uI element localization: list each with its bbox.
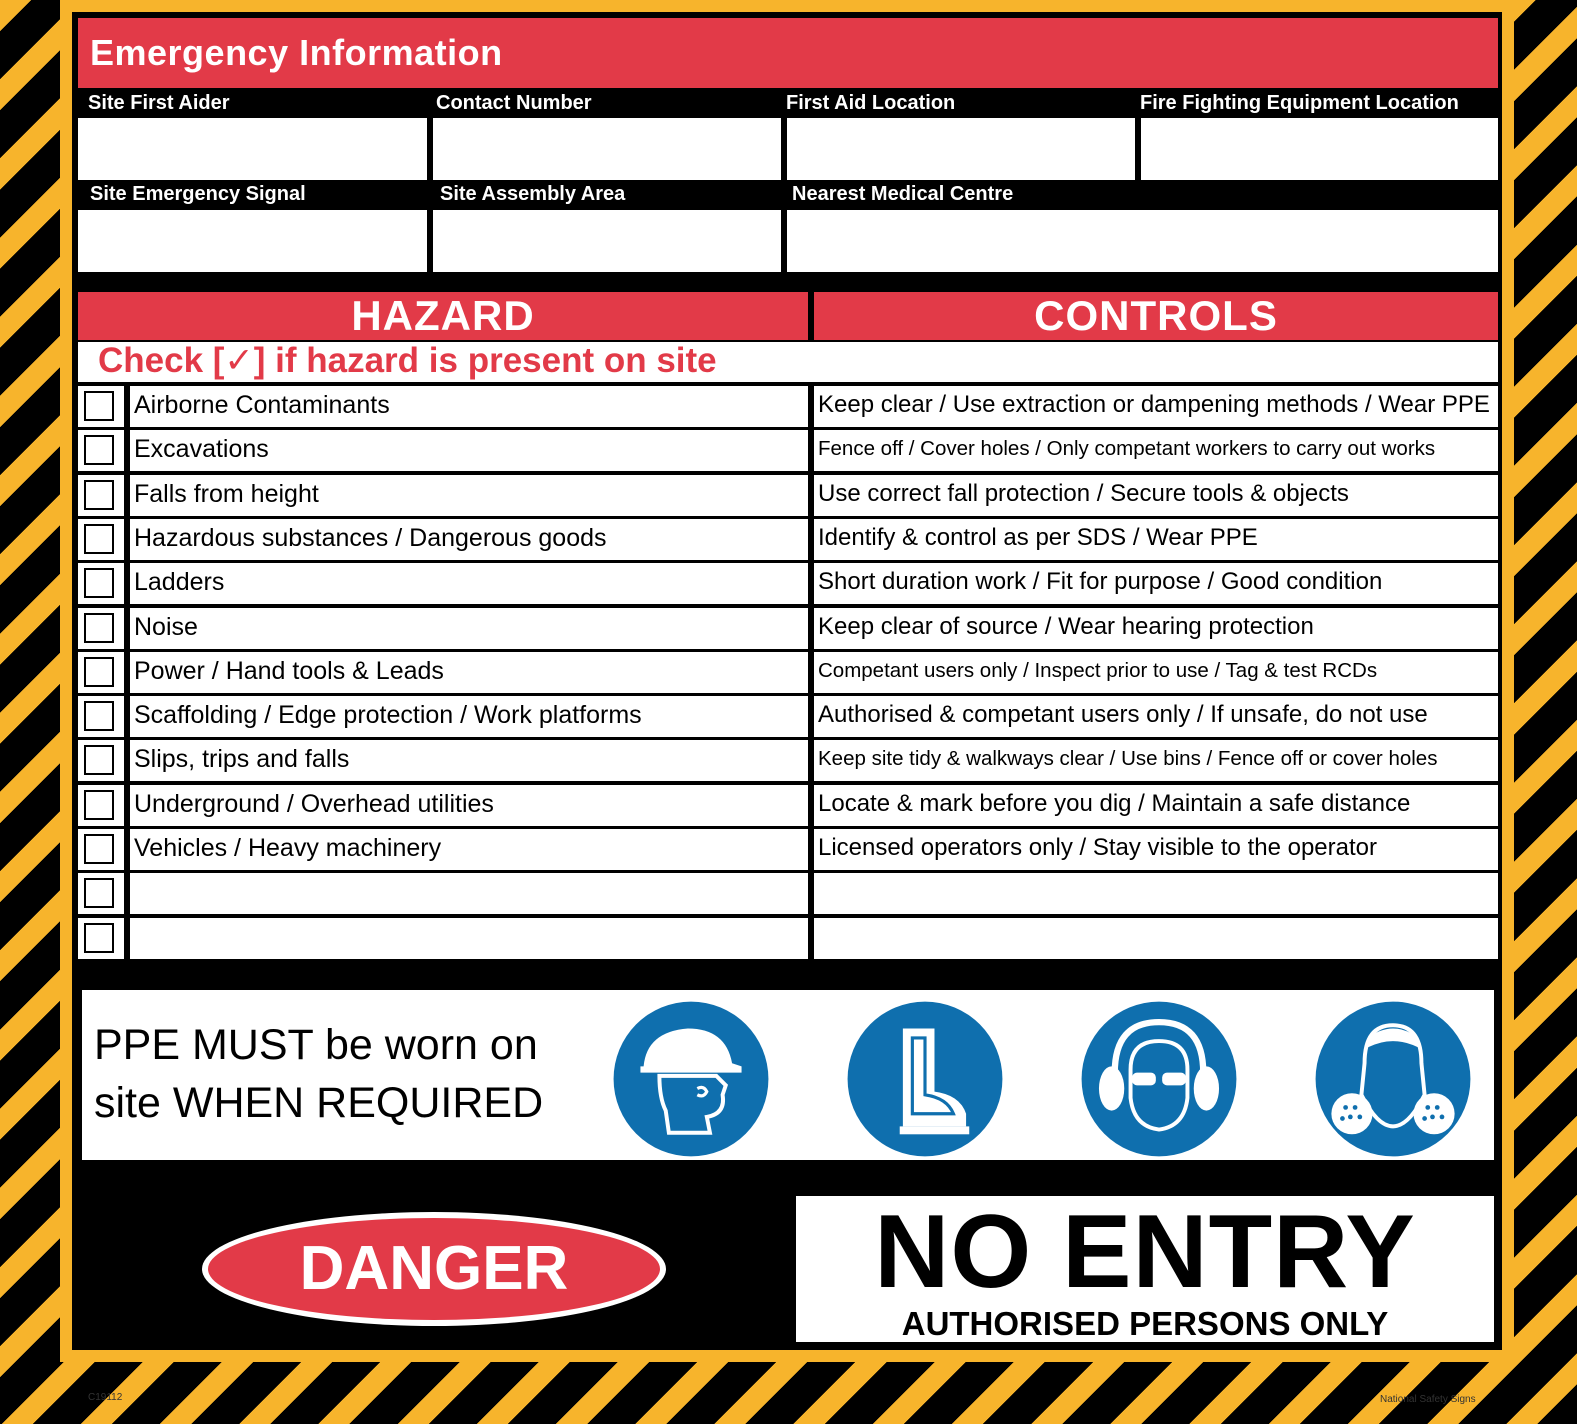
brand-name: National Safety Signs: [1380, 1394, 1476, 1405]
ppe-notice-line2: site WHEN REQUIRED: [94, 1079, 544, 1127]
hazard-cell: Scaffolding / Edge protection / Work platforms: [130, 696, 808, 737]
no-entry-panel: [796, 1196, 1494, 1342]
hazard-cell: Slips, trips and falls: [130, 740, 808, 781]
checkbox-cell: [78, 652, 124, 693]
check-instruction: Check [✓] if hazard is present on site: [78, 342, 1498, 382]
control-cell: Short duration work / Fit for purpose / Good condition: [814, 563, 1498, 604]
hazard-checkbox[interactable]: [84, 745, 114, 775]
control-cell: Competant users only / Inspect prior to use / Tag & test RCDs: [814, 652, 1498, 693]
control-cell: Keep clear of source / Wear hearing protection: [814, 608, 1498, 649]
hazard-cell: [130, 918, 808, 959]
site-first-aider-label: Site First Aider: [88, 92, 230, 114]
ppe-notice: [94, 1016, 614, 1132]
control-cell: Use correct fall protection / Secure tools & objects: [814, 475, 1498, 516]
checkbox-cell: [78, 386, 124, 427]
hazard-checkbox[interactable]: [84, 923, 114, 953]
hazard-cell: Ladders: [130, 563, 808, 604]
table-row: [78, 608, 1498, 649]
site-assembly-area-label: Site Assembly Area: [440, 183, 626, 205]
hazard-checkbox[interactable]: [84, 613, 114, 643]
danger-sign: [200, 1210, 668, 1328]
hazard-checkbox[interactable]: [84, 790, 114, 820]
control-cell: Licensed operators only / Stay visible to the operator: [814, 829, 1498, 870]
nearest-medical-centre-label: Nearest Medical Centre: [792, 183, 1014, 205]
hazard-cell: Excavations: [130, 430, 808, 471]
ppe-panel: [82, 990, 1494, 1160]
hazard-cell: Falls from height: [130, 475, 808, 516]
checkbox-cell: [78, 918, 124, 959]
hazard-checkbox[interactable]: [84, 701, 114, 731]
checkbox-cell: [78, 696, 124, 737]
hazard-checkbox[interactable]: [84, 480, 114, 510]
control-cell: Keep site tidy & walkways clear / Use bins / Fence off or cover holes: [814, 740, 1498, 781]
hazard-checkbox[interactable]: [84, 435, 114, 465]
checkbox-cell: [78, 785, 124, 826]
site-assembly-area-field[interactable]: [433, 210, 781, 272]
checkbox-cell: [78, 608, 124, 649]
hazard-cell: Hazardous substances / Dangerous goods: [130, 519, 808, 560]
emergency-title: Emergency Information: [78, 18, 1498, 88]
safety-boot-icon: [846, 1000, 1004, 1158]
control-cell: Identify & control as per SDS / Wear PPE: [814, 519, 1498, 560]
control-cell: Authorised & competant users only / If unsafe, do not use: [814, 696, 1498, 737]
site-emergency-signal-label: Site Emergency Signal: [90, 183, 306, 205]
hazard-cell: Power / Hand tools & Leads: [130, 652, 808, 693]
hazard-checkbox[interactable]: [84, 568, 114, 598]
control-cell: Locate & mark before you dig / Maintain a safe distance: [814, 785, 1498, 826]
fire-fighting-equipment-location-label: Fire Fighting Equipment Location: [1140, 92, 1459, 114]
product-code: C19112: [88, 1392, 123, 1403]
respirator-icon: [1314, 1000, 1472, 1158]
controls-heading: CONTROLS: [814, 292, 1498, 340]
checkbox-cell: [78, 740, 124, 781]
hazard-checkbox[interactable]: [84, 834, 114, 864]
table-row: [78, 829, 1498, 870]
contact-number-field[interactable]: [433, 118, 781, 180]
hazard-checkbox[interactable]: [84, 391, 114, 421]
no-entry-subtitle: AUTHORISED PERSONS ONLY: [901, 1305, 1389, 1342]
control-cell: Fence off / Cover holes / Only competant workers to carry out works: [814, 430, 1498, 471]
hazard-cell: Noise: [130, 608, 808, 649]
hazard-cell: Vehicles / Heavy machinery: [130, 829, 808, 870]
checkbox-cell: [78, 475, 124, 516]
no-entry-title: NO ENTRY: [874, 1194, 1416, 1310]
hazard-heading: HAZARD: [78, 292, 808, 340]
ear-eye-protection-icon: [1080, 1000, 1238, 1158]
table-row: [78, 652, 1498, 693]
ppe-notice-line1: PPE MUST be worn on: [94, 1021, 538, 1069]
fire-fighting-equipment-location-field[interactable]: [1141, 118, 1498, 180]
hazard-cell: Underground / Overhead utilities: [130, 785, 808, 826]
contact-number-label: Contact Number: [436, 92, 592, 114]
hazard-checkbox[interactable]: [84, 657, 114, 687]
table-row: [78, 785, 1498, 826]
control-cell: [814, 918, 1498, 959]
hazard-checkbox[interactable]: [84, 524, 114, 554]
checkbox-cell: [78, 430, 124, 471]
control-cell: [814, 873, 1498, 914]
hazard-checkbox[interactable]: [84, 878, 114, 908]
hard-hat-icon: [612, 1000, 770, 1158]
checkbox-cell: [78, 519, 124, 560]
table-row: [78, 386, 1498, 427]
checkbox-cell: [78, 873, 124, 914]
table-row: [78, 873, 1498, 914]
checkbox-cell: [78, 563, 124, 604]
hazard-cell: Airborne Contaminants: [130, 386, 808, 427]
first-aid-location-label: First Aid Location: [786, 92, 956, 114]
emergency-information-panel: [78, 18, 1498, 274]
table-row: [78, 563, 1498, 604]
nearest-medical-centre-field[interactable]: [787, 210, 1498, 272]
table-row: [78, 475, 1498, 516]
site-emergency-signal-field[interactable]: [78, 210, 427, 272]
table-row: [78, 430, 1498, 471]
danger-label: DANGER: [299, 1234, 569, 1303]
site-first-aider-field[interactable]: [78, 118, 427, 180]
table-row: [78, 696, 1498, 737]
table-row: [78, 918, 1498, 959]
first-aid-location-field[interactable]: [787, 118, 1135, 180]
table-row: [78, 740, 1498, 781]
table-row: [78, 519, 1498, 560]
checkbox-cell: [78, 829, 124, 870]
control-cell: Keep clear / Use extraction or dampening methods / Wear PPE: [814, 386, 1498, 427]
hazard-cell: [130, 873, 808, 914]
